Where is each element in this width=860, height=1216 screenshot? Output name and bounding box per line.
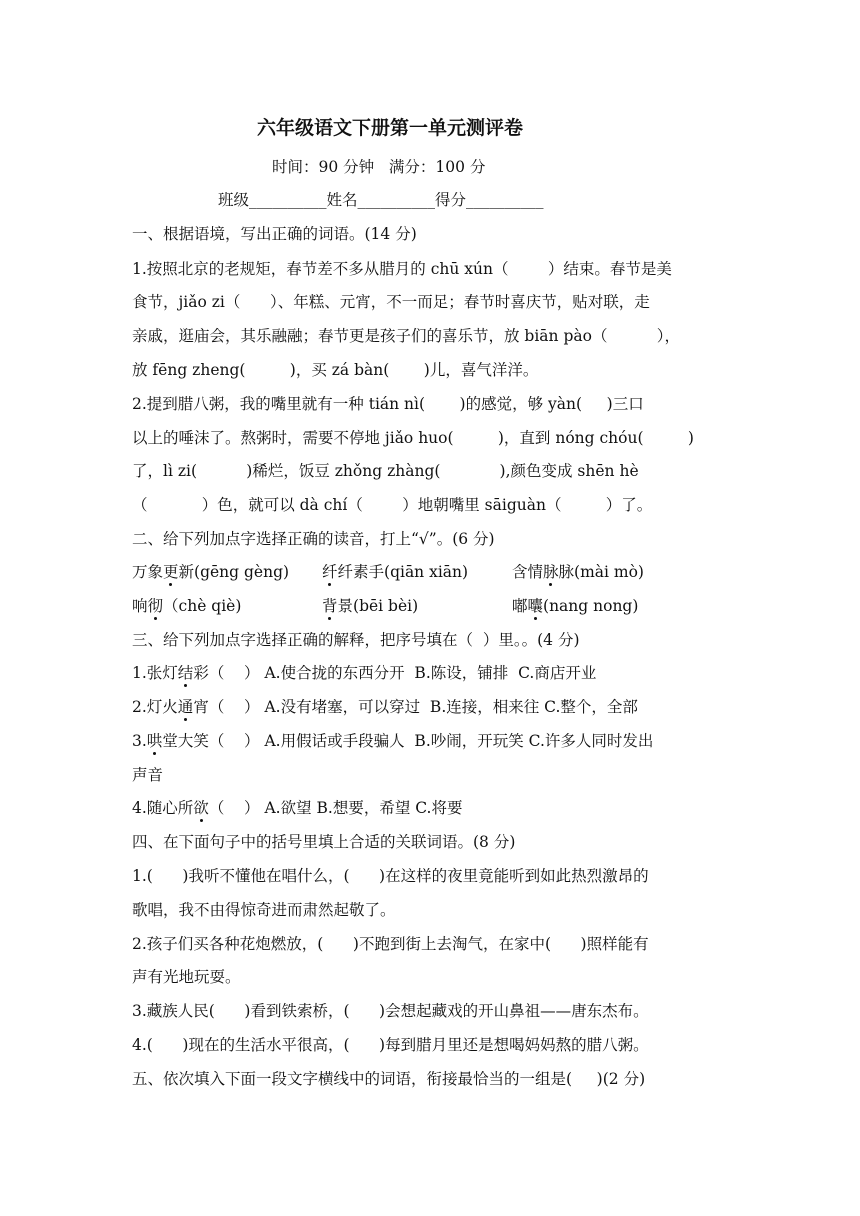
dotted-char: 更 [163, 563, 179, 581]
text-line: 放 fēng zheng( )，买 zá bàn( )儿，喜气洋洋。 [132, 361, 539, 379]
section-2-heading: 二、给下列加点字选择正确的读音，打上“√”。(6 分) [132, 530, 495, 548]
explanation-item: 4.随心所欲（ ） A.欲望 B.想要，希望 C.将要 [132, 799, 463, 817]
dotted-char: 欲 [193, 799, 209, 817]
exam-time-score: 时间：90 分钟 满分：100 分 [272, 158, 486, 176]
pron-item: 嘟囔(nang nong) [512, 597, 639, 615]
explanation-item: 2.灯火通宵（ ） A.没有堵塞，可以穿过 B.连接，相来往 C.整个，全部 [132, 698, 638, 716]
text-line: （ ）色，就可以 dà chí（ ）地朝嘴里 sāiguàn（ ）了。 [132, 496, 653, 514]
dotted-char: 通 [177, 698, 194, 716]
dotted-char: 哄 [146, 732, 163, 750]
pron-item: 纤纤素手(qiān xiān) [322, 563, 469, 581]
text-line: 食节，jiǎo zi（ ）、年糕、元宵，不一而足；春节时喜庆节，贴对联，走 [132, 293, 650, 311]
text-line: 1.按照北京的老规矩，春节差不多从腊月的 chū xún（ ）结束。春节是美 [132, 260, 672, 278]
explanation-item: 1.张灯结彩（ ） A.使合拢的东西分开 B.陈设，铺排 C.商店开业 [132, 664, 597, 682]
dotted-char: 纤 [322, 563, 338, 581]
pron-item: 万象更新(gēng gèng) [132, 563, 290, 581]
text-line: 声音 [132, 766, 164, 784]
page-title: 六年级语文下册第一单元测评卷 [256, 117, 523, 139]
dotted-char: 彻 [147, 597, 164, 615]
section-3-heading: 三、给下列加点字选择正确的解释，把序号填在（ ）里。。(4 分) [132, 631, 580, 649]
text-line: 1.( )我听不懂他在唱什么，( )在这样的夜里竟能听到如此热烈激昂的 [132, 867, 649, 885]
dotted-char: 背 [322, 597, 338, 615]
pron-item: 含情脉脉(mài mò) [512, 563, 644, 581]
student-info-line: 班级__________姓名__________得分__________ [218, 191, 544, 209]
text-line: 歌唱，我不由得惊奇进而肃然起敬了。 [132, 901, 396, 919]
text-line: 2.提到腊八粥，我的嘴里就有一种 tián nì( )的感觉，够 yàn( )三口 [132, 395, 644, 413]
dotted-char: 囔 [527, 597, 544, 615]
pron-item: 背景(bēi bèi) [322, 597, 419, 615]
text-line: 3.藏族人民( )看到铁索桥，( )会想起藏戏的开山鼻祖——唐东杰布。 [132, 1002, 649, 1020]
text-line: 亲戚，逛庙会，其乐融融；春节更是孩子们的喜乐节，放 biān pào（ ）， [132, 327, 680, 345]
explanation-item: 3.哄堂大笑（ ） A.用假话或手段骗人 B.吵闹，开玩笑 C.许多人同时发出 [132, 732, 654, 750]
section-4-heading: 四、在下面句子中的括号里填上合适的关联词语。(8 分) [132, 833, 516, 851]
text-line: 2.孩子们买各种花炮燃放，( )不跑到街上去淘气，在家中( )照样能有 [132, 935, 649, 953]
text-line: 4.( )现在的生活水平很高，( )每到腊月里还是想喝妈妈熬的腊八粥。 [132, 1036, 649, 1054]
section-5-heading: 五、依次填入下面一段文字横线中的词语，衔接最恰当的一组是( )(2 分) [132, 1070, 646, 1088]
section-1-heading: 一、根据语境，写出正确的词语。(14 分) [132, 225, 417, 243]
text-line: 了，lì zi( )稀烂，饭豆 zhǒng zhàng( ),颜色变成 shēn hè [132, 462, 639, 480]
text-line: 声有光地玩耍。 [132, 968, 241, 986]
pron-item: 响彻（chè qiè) [132, 597, 242, 615]
dotted-char: 结 [177, 664, 194, 682]
dotted-char: 脉 [543, 563, 559, 581]
text-line: 以上的唾沫了。熬粥时，需要不停地 jiǎo huo( )，直到 nóng chóu( ) [132, 429, 694, 447]
